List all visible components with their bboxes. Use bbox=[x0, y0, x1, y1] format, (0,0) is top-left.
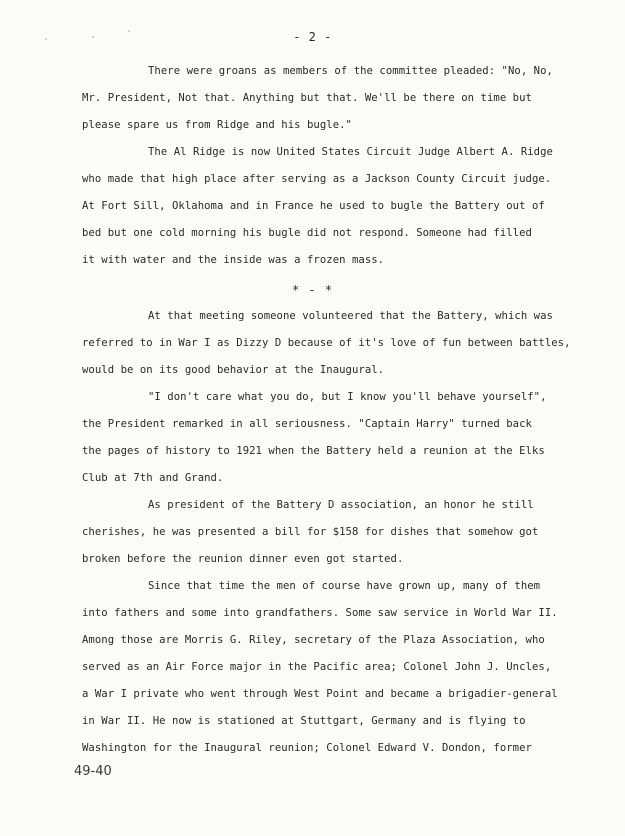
footer-code: 49-40 bbox=[74, 764, 112, 779]
text-line: Club at 7th and Grand. bbox=[82, 472, 224, 484]
text-line: referred to in War I as Dizzy D because of it's love of fun between battles, bbox=[82, 337, 571, 349]
text-line: bed but one cold morning his bugle did not respond. Someone had filled bbox=[82, 227, 532, 239]
paper-speck bbox=[45, 38, 47, 40]
text-line: Since that time the men of course have grown up, many of them bbox=[148, 580, 541, 592]
text-line: As president of the Battery D association, an honor he still bbox=[148, 499, 534, 511]
text-line: the pages of history to 1921 when the Battery held a reunion at the Elks bbox=[82, 445, 545, 457]
text-line: would be on its good behavior at the Inaugural. bbox=[82, 364, 385, 376]
text-line: There were groans as members of the committee pleaded: "No, No, bbox=[148, 65, 553, 77]
text-line: Among those are Morris G. Riley, secretary of the Plaza Association, who bbox=[82, 634, 545, 646]
text-line: served as an Air Force major in the Pacific area; Colonel John J. Uncles, bbox=[82, 661, 552, 673]
text-line: At that meeting someone volunteered that the Battery, which was bbox=[148, 310, 553, 322]
paper-speck bbox=[92, 36, 94, 38]
text-line: a War I private who went through West Point and became a brigadier-general bbox=[82, 688, 558, 700]
text-line: in War II. He now is stationed at Stuttgart, Germany and is flying to bbox=[82, 715, 526, 727]
text-line: Mr. President, Not that. Anything but that. We'll be there on time but bbox=[82, 92, 532, 104]
text-line: into fathers and some into grandfathers. Some saw service in World War II. bbox=[82, 607, 558, 619]
text-line: who made that high place after serving as a Jackson County Circuit judge. bbox=[82, 173, 552, 185]
paper-speck bbox=[128, 30, 130, 32]
text-line: it with water and the inside was a frozen mass. bbox=[82, 254, 385, 266]
text-line: please spare us from Ridge and his bugle." bbox=[82, 119, 352, 131]
text-line: cherishes, he was presented a bill for $158 for dishes that somehow got bbox=[82, 526, 539, 538]
text-line: "I don't care what you do, but I know you'll behave yourself", bbox=[148, 391, 547, 403]
text-line: Washington for the Inaugural reunion; Colonel Edward V. Dondon, former bbox=[82, 742, 532, 754]
text-line: broken before the reunion dinner even got started. bbox=[82, 553, 404, 565]
text-line: the President remarked in all seriousness. "Captain Harry" turned back bbox=[82, 418, 532, 430]
section-separator: * - * bbox=[291, 283, 334, 297]
page-number: - 2 - bbox=[293, 30, 332, 44]
text-line: The Al Ridge is now United States Circuit Judge Albert A. Ridge bbox=[148, 146, 553, 158]
text-line: At Fort Sill, Oklahoma and in France he used to bugle the Battery out of bbox=[82, 200, 545, 212]
